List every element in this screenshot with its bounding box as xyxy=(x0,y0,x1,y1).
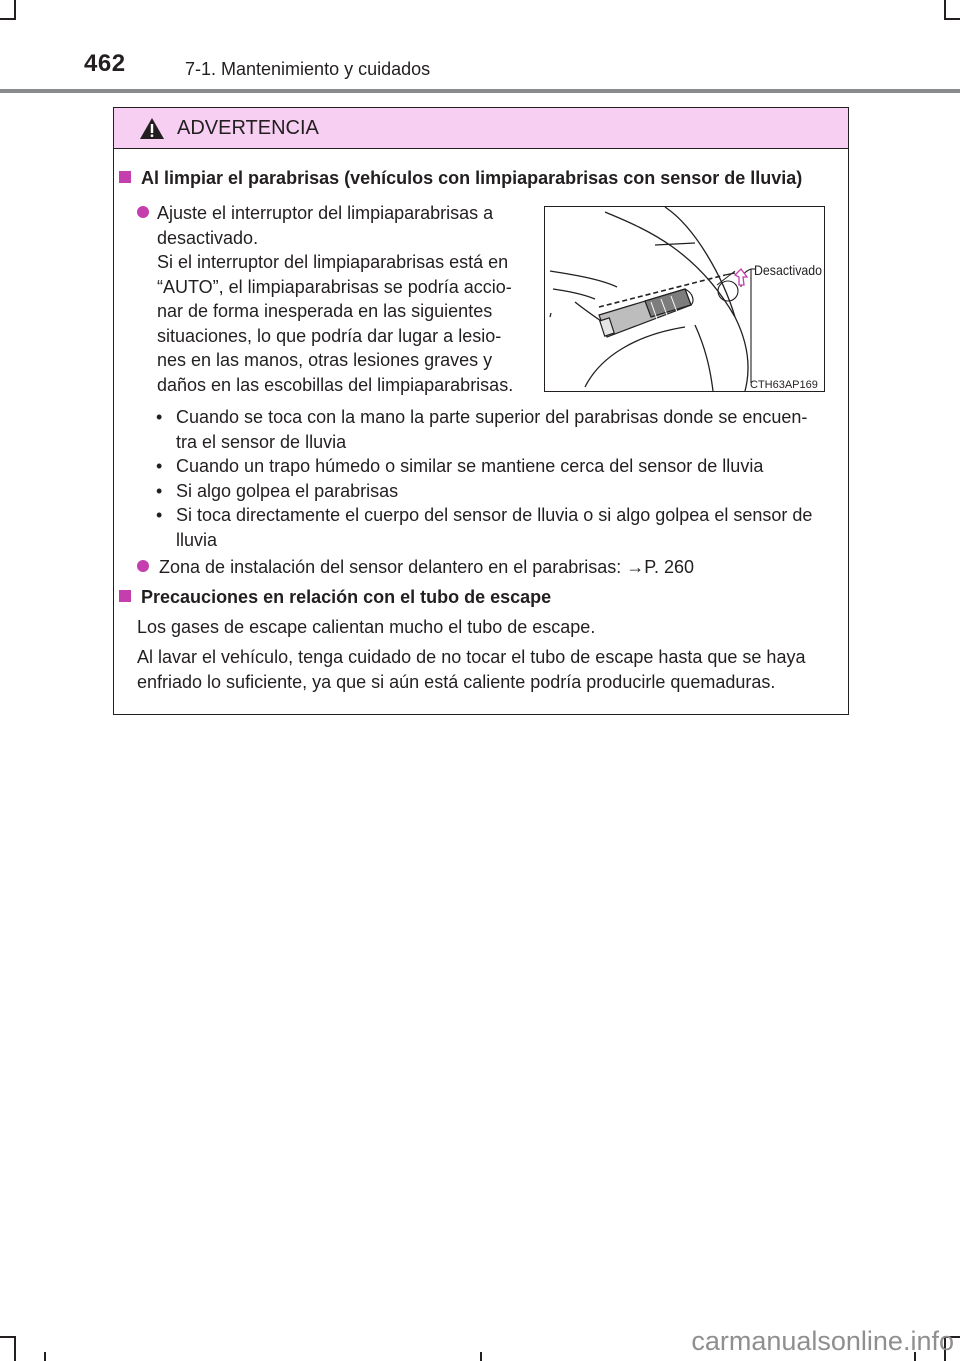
round-bullet-icon xyxy=(137,560,149,572)
text-line: “AUTO”, el limpiaparabrisas se podría accio- xyxy=(157,276,512,297)
crop-mark xyxy=(14,1336,16,1361)
watermark: carmanualsonline.info xyxy=(691,1326,954,1356)
crop-mark xyxy=(944,0,946,20)
text-line: Ajuste el interruptor del limpiaparabrisas a xyxy=(157,203,494,223)
section-heading-text: Al limpiar el parabrisas (vehículos con limpiaparabrisas con sensor de lluvia) xyxy=(141,168,803,188)
text-line: tra el sensor de lluvia xyxy=(176,431,347,452)
text-line: • Cuando se toca con la mano la parte superior del parabrisas donde se encuen- xyxy=(176,407,808,427)
text-line: • Si algo golpea el parabrisas xyxy=(176,480,399,501)
paragraph: Los gases de escape calientan mucho el tubo de escape. xyxy=(137,617,596,637)
text-line: • Si toca directamente el cuerpo del sensor de lluvia o si algo golpea el sensor de xyxy=(176,505,813,525)
crop-mark xyxy=(44,1352,46,1361)
list-item xyxy=(154,405,836,454)
windshield-wiper-switch-illustration-icon xyxy=(545,207,824,391)
text-line: • Cuando un trapo húmedo o similar se mantiene cerca del sensor de lluvia xyxy=(176,456,764,476)
figure-callout-label: Desactivado xyxy=(754,262,823,278)
wiper-switch-figure xyxy=(544,206,825,392)
figure-code: CTH63AP169 xyxy=(750,379,818,391)
list-item xyxy=(154,479,836,504)
text-line: daños en las escobillas del limpiaparabrisas. xyxy=(157,374,514,395)
text-line: nar de forma inesperada en las siguientes xyxy=(157,301,493,321)
list-item xyxy=(154,454,836,479)
bullet-text xyxy=(157,201,521,397)
text-line: nes en las manos, otras lesiones graves y xyxy=(157,350,493,370)
warning-triangle-icon xyxy=(139,117,165,140)
crop-mark xyxy=(0,18,16,20)
text-line: Si el interruptor del limpiaparabrisas está en xyxy=(157,252,509,272)
sub-bullet-list xyxy=(154,405,836,552)
square-bullet-icon xyxy=(119,590,131,602)
text-line: Al lavar el vehículo, tenga cuidado de no tocar el tubo de escape hasta que se haya xyxy=(137,647,806,667)
square-bullet-icon xyxy=(119,171,131,183)
text-line: lluvia xyxy=(176,529,218,550)
crop-mark xyxy=(14,0,16,20)
round-bullet-icon xyxy=(137,206,149,218)
crop-mark xyxy=(0,1336,16,1338)
text-line: situaciones, lo que podría dar lugar a lesio- xyxy=(157,325,502,346)
bullet-item xyxy=(137,201,527,397)
section-heading-text: Precauciones en relación con el tubo de escape xyxy=(141,587,552,607)
bullet-text: Zona de instalación del sensor delantero en el parabrisas: →P. 260 xyxy=(159,557,695,577)
list-item xyxy=(154,503,836,552)
paragraph xyxy=(137,645,837,694)
crop-mark xyxy=(480,1352,482,1361)
section-title: 7-1. Mantenimiento y cuidados xyxy=(185,59,431,79)
text-line: enfriado lo suficiente, ya que si aún está caliente podría producirle quemaduras. xyxy=(137,671,776,692)
page-number: 462 xyxy=(84,50,126,77)
section-heading xyxy=(119,166,839,191)
header-divider xyxy=(0,89,960,93)
bullet-item xyxy=(137,555,837,580)
warning-title: ADVERTENCIA xyxy=(177,116,319,139)
crop-mark xyxy=(944,18,960,20)
section-heading xyxy=(119,585,839,610)
text-line: desactivado. xyxy=(157,227,259,248)
warning-header xyxy=(114,108,848,149)
